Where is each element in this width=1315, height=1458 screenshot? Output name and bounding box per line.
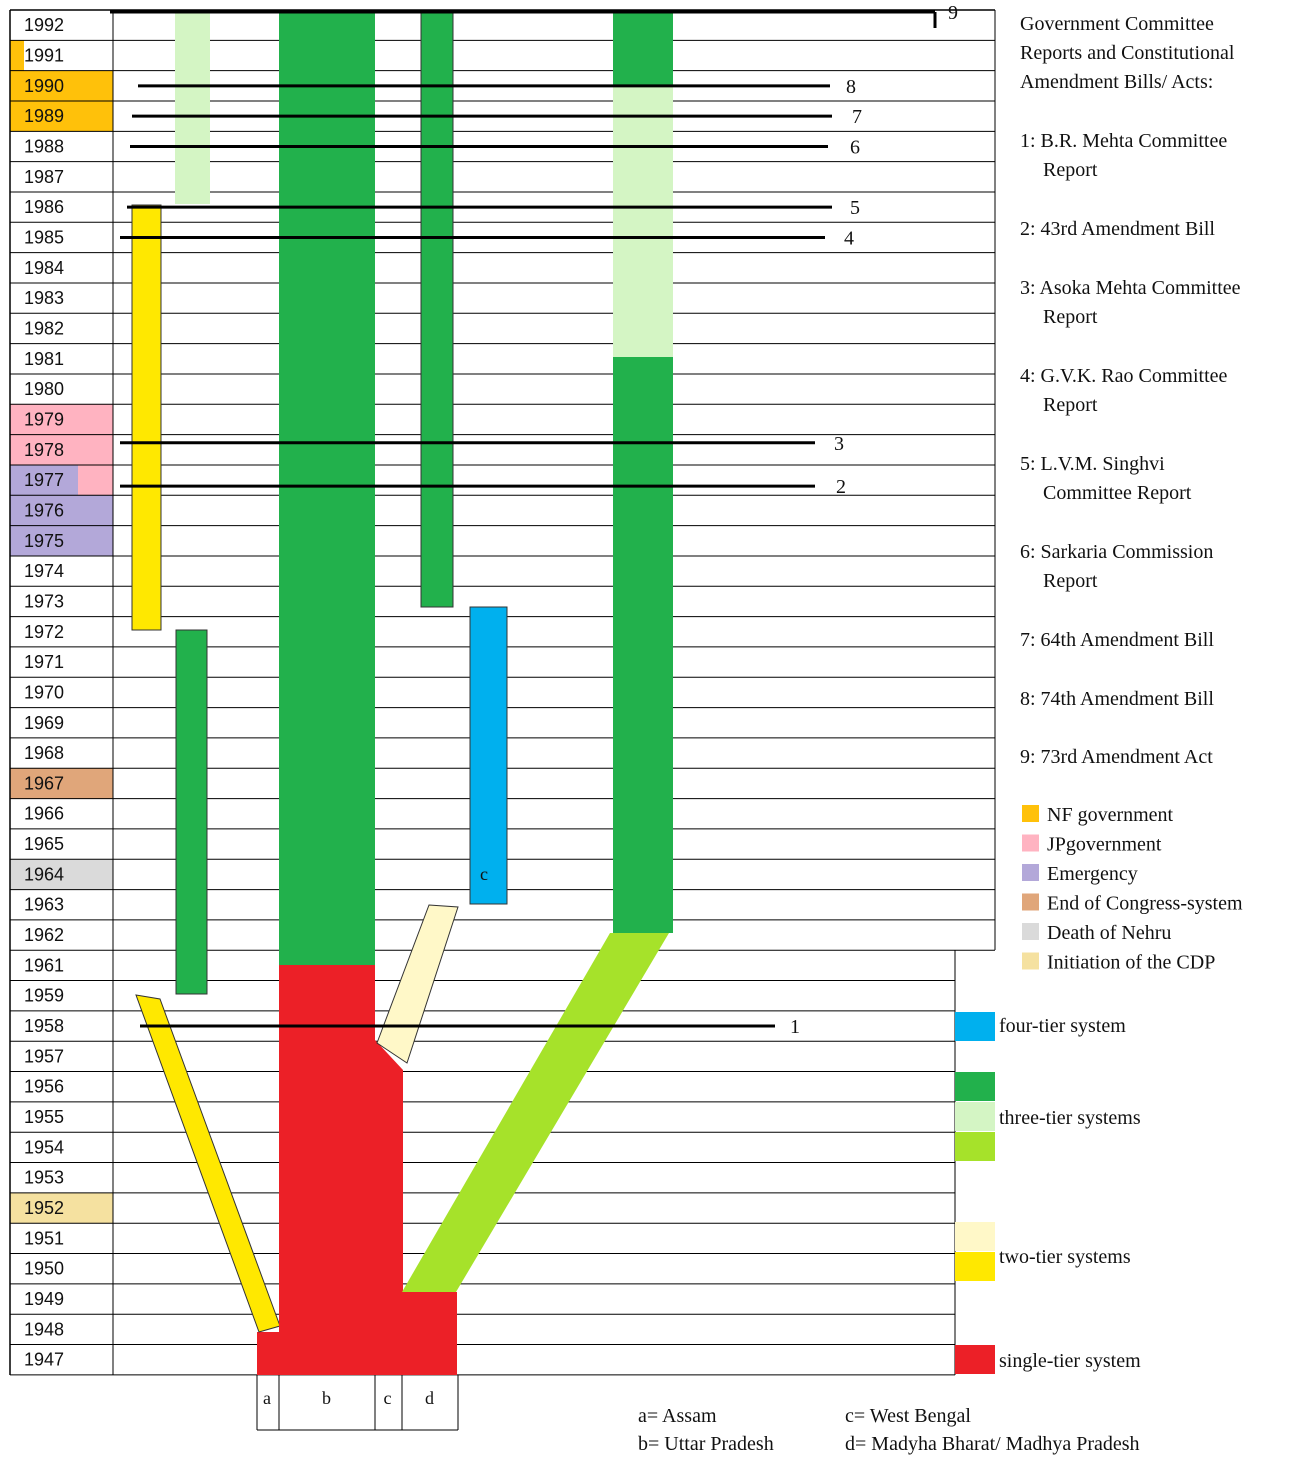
bar-assam-two-tier-slant	[136, 995, 280, 1332]
legend-swatch-nehru	[1022, 923, 1039, 940]
report-entry-1-line-1: Report	[1043, 159, 1098, 181]
report-entry-1-line-0: 1: B.R. Mehta Committee	[1020, 130, 1228, 152]
legend-label-emergency: Emergency	[1047, 863, 1138, 885]
year-label-1991: 1991	[24, 45, 65, 66]
legend-swatch-end_congress	[1022, 894, 1039, 911]
reports-title-line-1: Reports and Constitutional	[1020, 42, 1235, 64]
system-swatch-two_yellow	[955, 1252, 995, 1281]
bar-assam-three-tier-pale	[175, 10, 210, 204]
report-entry-6-line-1: Report	[1043, 570, 1098, 592]
year-label-1967: 1967	[24, 773, 65, 794]
report-entry-3-line-0: 3: Asoka Mehta Committee	[1020, 277, 1241, 299]
highlight-nf-1991	[10, 40, 24, 70]
system-label-three-tier: three-tier systems	[999, 1107, 1141, 1129]
year-label-1988: 1988	[24, 136, 65, 157]
year-label-1961: 1961	[24, 955, 65, 976]
bar-mp-single-tier	[402, 1292, 457, 1375]
report-marker-9: 9	[948, 2, 958, 24]
year-label-1980: 1980	[24, 379, 65, 400]
state-key-a: a= Assam	[638, 1405, 717, 1427]
year-label-1958: 1958	[24, 1016, 65, 1037]
report-marker-6: 6	[850, 136, 860, 159]
report-marker-5: 5	[850, 197, 860, 220]
bar-mp-three-tier-dark-upper	[613, 10, 673, 87]
report-entry-9-line-0: 9: 73rd Amendment Act	[1020, 746, 1213, 768]
col-label-c: c	[383, 1388, 392, 1408]
year-label-1970: 1970	[24, 682, 65, 703]
year-label-1964: 1964	[24, 864, 65, 885]
report-marker-8: 8	[846, 75, 856, 98]
report-entry-3-line-1: Report	[1043, 306, 1098, 328]
report-marker-2: 2	[836, 476, 846, 499]
col-label-b: b	[322, 1388, 331, 1408]
system-swatch-three_dark	[955, 1072, 995, 1101]
report-entry-5-line-0: 5: L.V.M. Singhvi	[1020, 453, 1165, 475]
year-label-1954: 1954	[24, 1137, 65, 1158]
bar-wb-four-tier-tag: c	[480, 864, 488, 884]
year-label-1965: 1965	[24, 834, 65, 855]
legend-swatch-jp	[1022, 835, 1039, 852]
year-label-1985: 1985	[24, 227, 65, 248]
legend-label-nehru: Death of Nehru	[1047, 922, 1172, 944]
year-label-1979: 1979	[24, 409, 65, 430]
report-lines	[110, 2, 958, 1038]
report-entry-4-line-1: Report	[1043, 394, 1098, 416]
report-entry-4-line-0: 4: G.V.K. Rao Committee	[1020, 365, 1228, 387]
report-marker-7: 7	[852, 106, 862, 129]
year-label-1952: 1952	[24, 1198, 65, 1219]
bar-wb-single-tier	[375, 1040, 403, 1375]
year-label-1948: 1948	[24, 1319, 65, 1340]
bar-assam-two-tier-1972-1986	[132, 205, 161, 630]
year-label-1953: 1953	[24, 1167, 65, 1188]
state-column-labels	[257, 1375, 458, 1430]
report-marker-3: 3	[834, 432, 844, 455]
period-legend	[1022, 804, 1243, 974]
year-label-1989: 1989	[24, 106, 65, 127]
report-entry-2-line-0: 2: 43rd Amendment Bill	[1020, 218, 1215, 240]
year-label-1950: 1950	[24, 1258, 65, 1279]
bar-mp-three-tier-pale	[613, 87, 673, 357]
system-swatch-four_tier	[955, 1012, 995, 1041]
legend-label-cdp: Initiation of the CDP	[1047, 951, 1216, 974]
year-label-1973: 1973	[24, 591, 65, 612]
legend-swatch-nf	[1022, 805, 1039, 822]
report-marker-4: 4	[844, 227, 854, 250]
year-label-1987: 1987	[24, 166, 65, 187]
year-label-1974: 1974	[24, 561, 65, 582]
year-label-1981: 1981	[24, 348, 65, 369]
year-label-1990: 1990	[24, 75, 65, 96]
bar-wb-two-tier-slant	[377, 905, 458, 1063]
year-label-1976: 1976	[24, 500, 65, 521]
bar-wb-three-tier	[421, 10, 453, 607]
year-label-1977: 1977	[24, 470, 65, 491]
system-swatch-single	[955, 1345, 995, 1374]
col-label-d: d	[425, 1388, 434, 1408]
year-label-1992: 1992	[24, 15, 65, 36]
year-label-1978: 1978	[24, 439, 65, 460]
year-label-1949: 1949	[24, 1289, 65, 1310]
year-label-1975: 1975	[24, 530, 65, 551]
bar-assam-single-tier	[257, 1332, 279, 1375]
year-label-1956: 1956	[24, 1076, 65, 1097]
legend-label-end_congress: End of Congress-system	[1047, 892, 1243, 915]
year-label-1962: 1962	[24, 925, 65, 946]
report-legend	[1020, 13, 1241, 768]
bar-assam-three-tier-1959-1972	[176, 630, 207, 994]
system-label-four-tier: four-tier system	[999, 1015, 1126, 1037]
year-label-1982: 1982	[24, 318, 65, 339]
year-label-1957: 1957	[24, 1046, 65, 1067]
state-key-d: d= Madyha Bharat/ Madhya Pradesh	[845, 1433, 1140, 1455]
year-label-1968: 1968	[24, 743, 65, 764]
reports-title-line-2: Amendment Bills/ Acts:	[1020, 71, 1214, 93]
legend-swatch-cdp	[1022, 953, 1039, 970]
report-entry-7-line-0: 7: 64th Amendment Bill	[1020, 629, 1214, 651]
col-label-a: a	[263, 1388, 271, 1408]
report-entry-5-line-1: Committee Report	[1043, 482, 1192, 504]
year-label-1959: 1959	[24, 985, 65, 1006]
report-marker-1: 1	[790, 1016, 800, 1039]
state-key-c: c= West Bengal	[845, 1405, 971, 1427]
year-label-1966: 1966	[24, 803, 65, 824]
state-system-bars	[132, 10, 673, 1375]
report-entry-6-line-0: 6: Sarkaria Commission	[1020, 541, 1214, 563]
system-swatch-two_pale	[955, 1222, 995, 1251]
legend-label-nf: NF government	[1047, 804, 1174, 826]
bar-mp-three-tier-lime-slant	[402, 933, 669, 1292]
year-label-1947: 1947	[24, 1349, 65, 1370]
bar-wb-four-tier	[470, 607, 507, 904]
state-key-b: b= Uttar Pradesh	[638, 1433, 774, 1455]
legend-label-jp: JPgovernment	[1047, 833, 1162, 856]
system-label-single-tier: single-tier system	[999, 1350, 1141, 1372]
year-label-1984: 1984	[24, 257, 65, 278]
reports-title-line-0: Government Committee	[1020, 13, 1214, 35]
year-label-1972: 1972	[24, 621, 65, 642]
year-label-1963: 1963	[24, 894, 65, 915]
state-key	[638, 1405, 1140, 1455]
legend-swatch-emergency	[1022, 864, 1039, 881]
system-label-two-tier: two-tier systems	[999, 1246, 1131, 1268]
report-entry-8-line-0: 8: 74th Amendment Bill	[1020, 688, 1214, 710]
year-label-1971: 1971	[24, 652, 65, 673]
year-label-1955: 1955	[24, 1107, 65, 1128]
year-label-1951: 1951	[24, 1228, 65, 1249]
system-swatch-three_lime	[955, 1132, 995, 1161]
year-label-1986: 1986	[24, 197, 65, 218]
year-label-1983: 1983	[24, 288, 65, 309]
system-legend	[955, 1012, 1141, 1374]
year-labels	[24, 15, 64, 1370]
system-swatch-three_pale	[955, 1102, 995, 1131]
year-label-1969: 1969	[24, 712, 65, 733]
